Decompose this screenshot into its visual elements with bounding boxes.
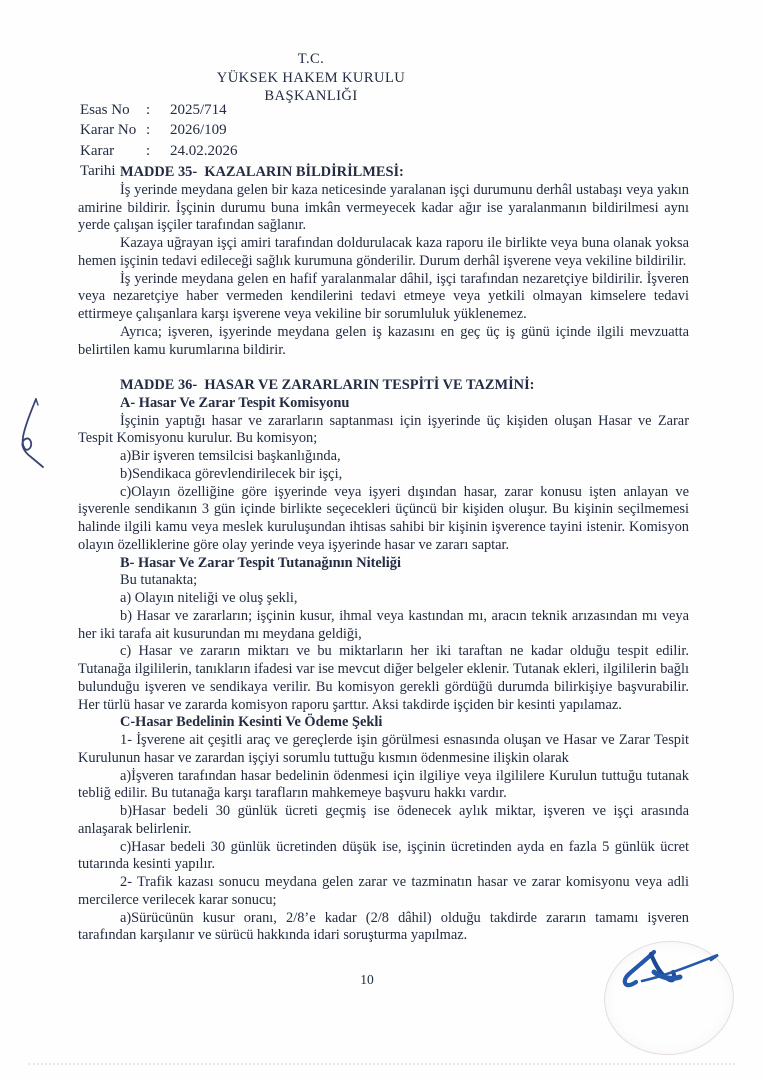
signature (620, 948, 724, 994)
paragraph: a)Bir işveren temsilcisi başkanlığında, (120, 448, 341, 464)
paragraph: 1- İşverene ait çeşitli araç ve gereçlerde işin görülmesi esnasında oluşan ve Hasar ve Zarar Tespit Kurulunun hasar ve zarardan işçiyi sorumlu tuttuğu kısmın ödenmesine ilişkin olarak (78, 732, 689, 766)
case-info-label: Karar Tarihi (80, 142, 116, 180)
letterhead-line-tc: T.C. (297, 51, 325, 67)
paragraph: 2- Trafik kazası sonucu meydana gelen zarar ve tazminatın hasar ve zarar komisyonu veya adli mercilerce verilecek karar sonucu; (78, 874, 689, 908)
case-info-separator: : (146, 102, 151, 118)
letterhead-line-institution: YÜKSEK HAKEM KURULU (216, 69, 406, 86)
paragraph: İş yerinde meydana gelen en hafif yaralanmalar dâhil, işçi tarafından nezaretçiye bildirilir. İşveren veya nezaretçiye haber vermeden kendilerini tedavi etmeye veya yetkili olmayan kimselere tedavi ettirmeye çalışanlara karşı işverene veya vekiline bir sorumluluk yüklenemez. (78, 270, 689, 322)
signature-ink-stroke (620, 948, 724, 994)
paragraph: İş yerinde meydana gelen bir kaza neticesinde yaralanan işçi durumunu derhâl ustabaşı veya yakın amirine bildirir. İşçinin durumu buna imkân vermeyecek kadar ağır ise yaralanmanın bildirilmesi aynı yerde çalışan işçiler tarafından sağlanır. (78, 181, 689, 234)
paragraph: a)Sürücünün kusur oranı, 2/8’e kadar (2/8 dâhil) olduğu takdirde zararın tamamı işveren tarafından karşılanır ve sürücü hakkında idari soruşturma yapılmaz. (78, 909, 689, 944)
case-info-separator: : (146, 122, 151, 139)
document-section (78, 164, 689, 359)
case-info-value: 2026/109 (170, 122, 227, 139)
paragraph: b) Hasar ve zararların; işçinin kusur, ihmal veya kastından mı, aracın teknik arızasından mı veya her iki tarafa ait kusurundan mı meydana geldiği, (78, 607, 689, 642)
document-sections (78, 164, 689, 945)
paragraph: Kazaya uğrayan işçi amiri tarafından doldurulacak kaza raporu ile birlikte veya buna olanak yoksa hemen işçinin tedavi edileceği sağlık kurumuna gönderilir. Durum derhâl işverene veya vekiline bildirilir. (78, 235, 689, 269)
scan-artifact-line (28, 1063, 735, 1065)
section-heading: MADDE 36- HASAR VE ZARARLARIN TESPİTİ VE TAZMİNİ: (120, 377, 535, 393)
section-subheading: B- Hasar Ve Zarar Tespit Tutanağının Niteliği (120, 554, 401, 571)
case-info-label: Esas No (80, 102, 130, 118)
paragraph: b)Hasar bedeli 30 günlük ücreti geçmiş ise ödenecek aylık miktar, işveren ve işçi arasında anlaşarak belirlenir. (78, 803, 689, 837)
section-subheading: A- Hasar Ve Zarar Tespit Komisyonu (120, 394, 350, 411)
section-heading: MADDE 35- KAZALARIN BİLDİRİLMESİ: (120, 164, 404, 180)
case-info-separator: : (146, 142, 151, 159)
letterhead-line-presidency: BAŞKANLIĞI (264, 88, 358, 104)
case-info-row (80, 100, 238, 120)
paragraph: a) Olayın niteliği ve oluş şekli, (120, 590, 298, 606)
case-info-value: 24.02.2026 (170, 142, 238, 159)
handwritten-initial (12, 397, 52, 469)
paragraph: b)Sendikaca görevlendirilecek bir işçi, (120, 465, 343, 482)
paragraph: c)Hasar bedeli 30 günlük ücretinden düşük ise, işçinin ücretinden ayda en fazla 5 günlük ücret tutarında kesinti yapılır. (78, 838, 689, 873)
paragraph: Bu tutanakta; (120, 572, 198, 589)
paragraph: c) Hasar ve zararın miktarı ve bu miktarların her iki taraftan ne kadar olduğu tespit edilir. Tutanağa ilgililerin, tanıkların ifadesi var ise mevcut diğer belgeler eklenir. Tutanak ekleri, ilgililerin bağlı bulunduğu işveren ve sendikaya verilir. Bu komisyon gerekli gördüğü durumda bilirkişiye başvurabilir. Her türlü hasar ve zararda komisyon raporu şarttır. Aksi takdirde işçiden bir kesinti yapılamaz. (78, 643, 689, 713)
paraph-ink-stroke (12, 397, 52, 469)
paragraph: c)Olayın özelliğine göre işyerinde veya işyeri dışından hasar, zarar konusu işten anlayan ve işverenle sendikanın 3 gün içinde birlikte seçecekleri üçüncü bir kişiden oluşur. Bu kişinin seçilmemesi halinde ilgili kamu veya meslek kuruluşundan ihtisas sahibi bir kişinin işverence tayini istenir. Komisyon olayın özelliklerine göre olay yerinde veya işyerinde hasar ve zararı saptar. (78, 483, 689, 553)
document-section (78, 377, 689, 945)
paragraph: Ayrıca; işveren, işyerinde meydana gelen iş kazasını en geç üç iş günü içinde ilgili mevzuatta belirtilen kamu kurumlarına bildirir. (78, 323, 689, 358)
paragraph: İşçinin yaptığı hasar ve zararların saptanması için işyerinde üç kişiden oluşan Hasar ve Zarar Tespit Komisyonu kurulur. Bu komisyon; (78, 412, 689, 447)
letterhead (60, 50, 562, 106)
page-number: 10 (360, 972, 374, 987)
paragraph: a)İşveren tarafından hasar bedelinin ödenmesi için ilgiliye veya ilgililere Kurulun tuttuğu tutanak tebliğ edilir. Bu tutanağa karşı tarafların mahkemeye başvuru hakkı vardır. (78, 767, 689, 802)
case-info-value: 2025/714 (170, 102, 227, 118)
case-info-row (80, 120, 238, 140)
case-info-label: Karar No (80, 122, 137, 139)
section-subheading: C-Hasar Bedelinin Kesinti Ve Ödeme Şekli (120, 714, 383, 731)
